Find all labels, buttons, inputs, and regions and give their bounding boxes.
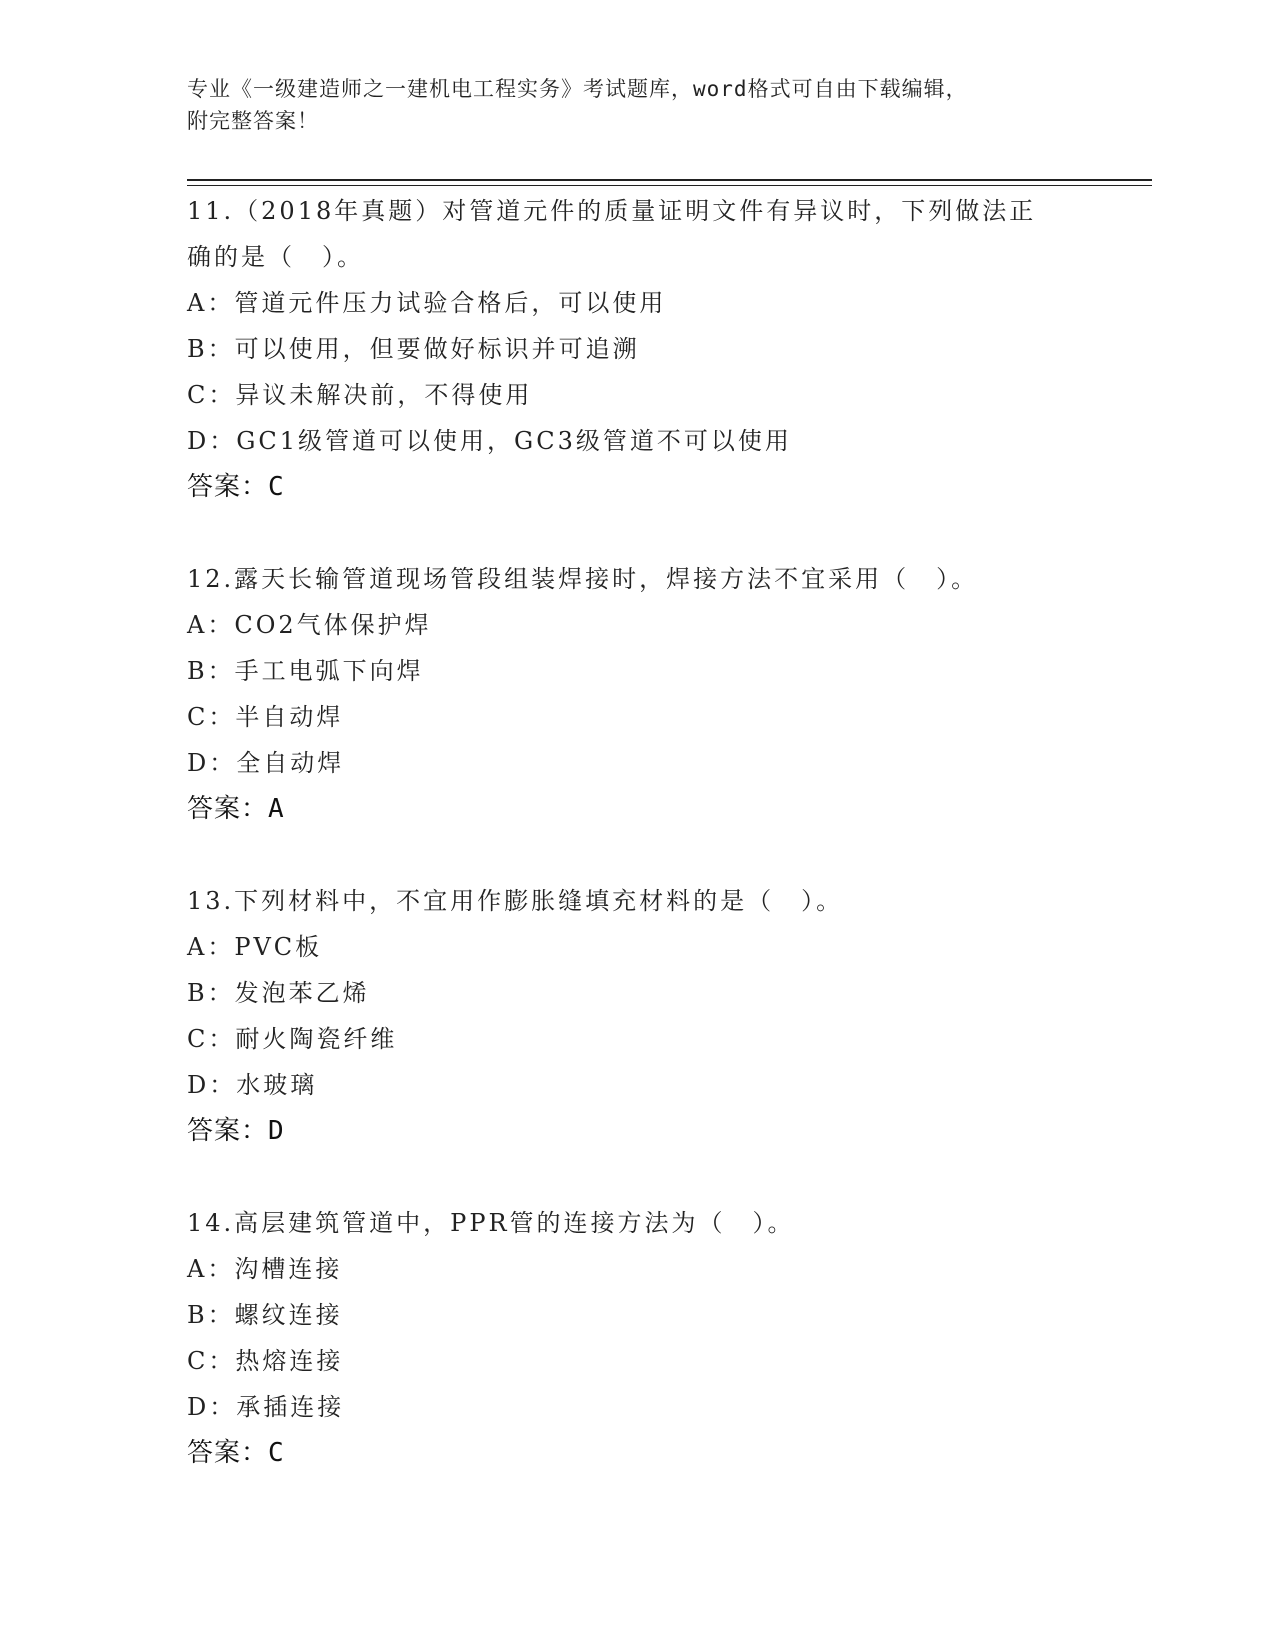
option-b: B：手工电弧下向焊: [187, 657, 424, 685]
option-c: C：热熔连接: [187, 1347, 344, 1375]
header-line-1: 专业《一级建造师之一建机电工程实务》考试题库，word格式可自由下载编辑，: [187, 77, 968, 101]
option-c: C：异议未解决前，不得使用: [187, 381, 533, 409]
option-d: D：承插连接: [187, 1393, 345, 1421]
document-header: [187, 73, 1087, 137]
question-stem: 14.高层建筑管道中，PPR管的连接方法为（ ）。: [187, 1209, 795, 1237]
option-b: B：螺纹连接: [187, 1301, 343, 1329]
question-14: [187, 1200, 1087, 1476]
option-d: D：全自动焊: [187, 749, 345, 777]
answer: 答案：C: [187, 1438, 285, 1468]
answer: 答案：A: [187, 794, 285, 824]
answer: 答案：D: [187, 1116, 285, 1146]
option-d: D：GC1级管道可以使用，GC3级管道不可以使用: [187, 427, 792, 455]
header-line-2: 附完整答案！: [187, 109, 319, 133]
question-11: [187, 188, 1087, 510]
option-a: A：CO2气体保护焊: [187, 611, 432, 639]
question-list: [187, 188, 1087, 1522]
question-stem: 11.（2018年真题）对管道元件的质量证明文件有异议时，下列做法正: [187, 197, 1037, 225]
option-a: A：PVC板: [187, 933, 323, 961]
header-divider-thick: [187, 179, 1152, 181]
question-12: [187, 556, 1087, 832]
header-divider-thin: [187, 185, 1152, 186]
question-stem: 13.下列材料中，不宜用作膨胀缝填充材料的是（ ）。: [187, 887, 844, 915]
option-a: A：管道元件压力试验合格后，可以使用: [187, 289, 667, 317]
question-stem-continued: 确的是（ ）。: [187, 243, 364, 271]
option-c: C：半自动焊: [187, 703, 344, 731]
answer: 答案：C: [187, 472, 285, 502]
option-b: B：可以使用，但要做好标识并可追溯: [187, 335, 640, 363]
option-b: B：发泡苯乙烯: [187, 979, 370, 1007]
option-a: A：沟槽连接: [187, 1255, 343, 1283]
option-c: C：耐火陶瓷纤维: [187, 1025, 398, 1053]
question-stem: 12.露天长输管道现场管段组装焊接时，焊接方法不宜采用（ ）。: [187, 565, 979, 593]
option-d: D：水玻璃: [187, 1071, 318, 1099]
question-13: [187, 878, 1087, 1154]
